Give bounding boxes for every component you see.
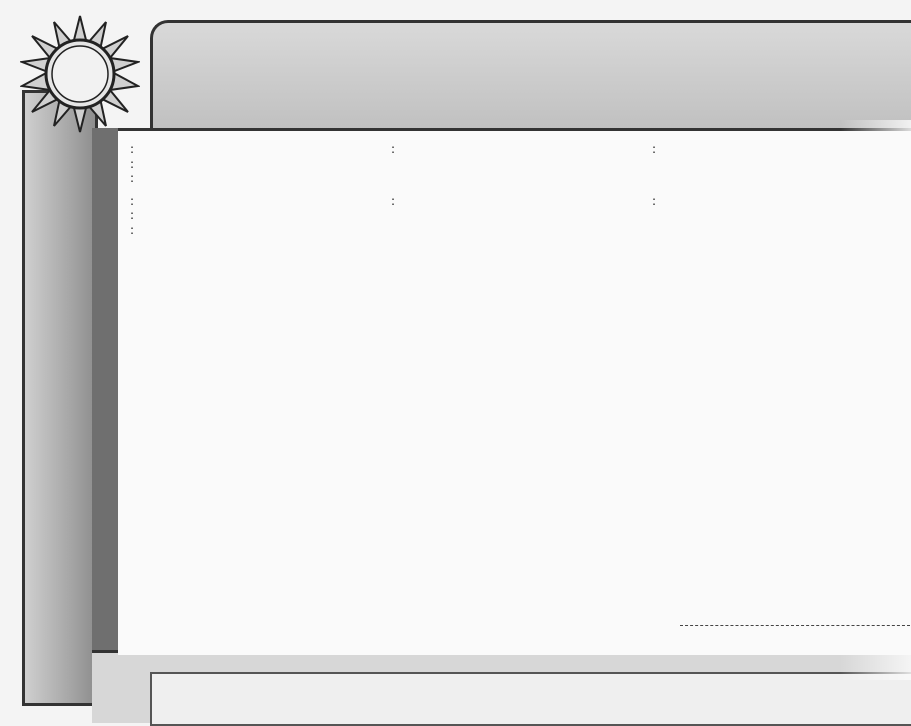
skaror-info: : : : : :	[130, 193, 656, 237]
left-border-frame	[22, 90, 98, 706]
darklands-info: : : : : :	[130, 142, 656, 185]
right-column	[680, 142, 911, 156]
left-column	[130, 142, 656, 247]
sunburst-badge-icon	[20, 14, 140, 134]
darklands-ruler-row: : : :	[130, 142, 656, 156]
footer-rule	[680, 625, 910, 626]
skaror-ruler-row: : : :	[130, 193, 656, 208]
